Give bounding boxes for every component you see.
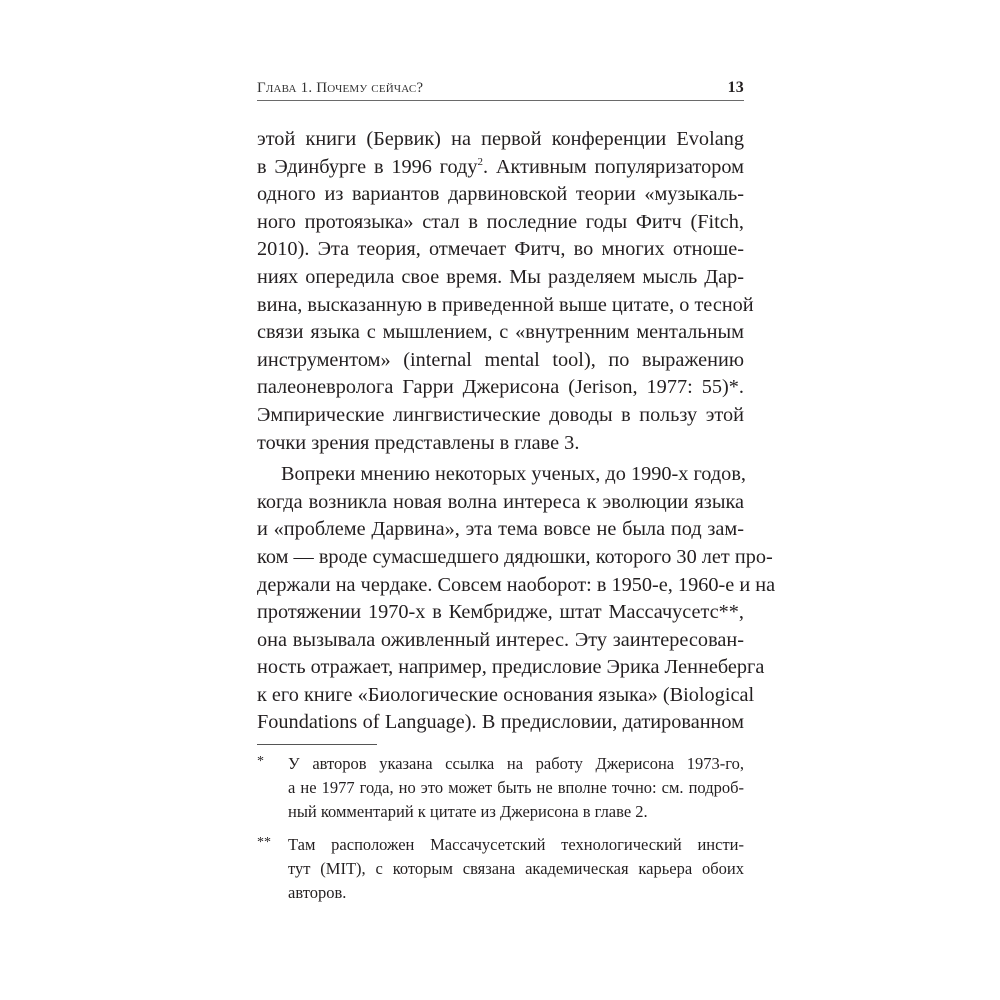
- footnote-line: У авторов указана ссылка на работу Джерисона 1973-го,: [288, 754, 744, 773]
- footnote-1: [257, 752, 744, 824]
- text-line: Foundations of Language). В предисловии, датированном: [257, 711, 744, 734]
- page-number: 13: [727, 79, 744, 96]
- text-line: палеоневролога Гарри Джерисона (Jerison, 1977: 55)*.: [257, 376, 744, 399]
- book-page: [257, 78, 776, 737]
- footnote-line: тут (MIT), с которым связана академическая карьера обоих: [288, 859, 744, 878]
- footnote-ref-2[interactable]: 2: [477, 155, 484, 168]
- footnote-line: ный комментарий к цитате из Джерисона в главе 2.: [288, 802, 648, 821]
- footnote-line: авторов.: [288, 883, 347, 902]
- footnote-line: а не 1977 года, но это может быть не вполне точно: см. подроб-: [288, 778, 744, 797]
- text-line: она вызывала оживленный интерес. Эту заинтересован-: [257, 628, 744, 651]
- running-head: [257, 78, 744, 101]
- main-text: [257, 126, 776, 737]
- paragraph-2: [257, 461, 776, 737]
- text-line: ниях опередила свое время. Мы разделяем мысль Дар-: [257, 265, 744, 288]
- text-fragment: . Активным популяризатором: [483, 155, 745, 178]
- paragraph-1: [257, 126, 754, 457]
- footnote-line: Там расположен Массачусетский технологический инсти-: [288, 835, 744, 854]
- footnote-marker: *: [257, 754, 264, 769]
- text-line: Вопреки мнению некоторых ученых, до 1990-х годов,: [281, 463, 746, 486]
- text-line: протяжении 1970-х в Кембридже, штат Массачусетс**,: [257, 601, 744, 624]
- text-fragment: в Эдинбурге в 1996 году: [257, 155, 478, 178]
- text-line: одного из вариантов дарвиновской теории «музыкаль-: [257, 183, 744, 206]
- chapter-title: Глава 1. Почему сейчас?: [257, 80, 424, 96]
- text-line: и «проблеме Дарвина», эта тема вовсе не была под зам-: [257, 518, 744, 541]
- text-line: когда возникла новая волна интереса к эволюции языка: [257, 490, 744, 513]
- text-line: [257, 154, 744, 182]
- text-line: держали на чердаке. Совсем наоборот: в 1950-е, 1960-е и на: [257, 573, 776, 596]
- footnotes: [257, 752, 744, 914]
- text-line: вина, высказанную в приведенной выше цитате, о тесной: [257, 293, 754, 316]
- text-line: точки зрения представлены в главе 3.: [257, 431, 580, 454]
- text-line: к его книге «Биологические основания языка» (Biological: [257, 683, 755, 706]
- footnote-marker: **: [257, 835, 271, 850]
- text-line: ком — вроде сумасшедшего дядюшки, которого 30 лет про-: [257, 545, 773, 568]
- text-line: ного протоязыка» стал в последние годы Фитч (Fitch,: [257, 210, 744, 233]
- text-line: инструментом» (internal mental tool), по выражению: [257, 348, 744, 371]
- text-line: ность отражает, например, предисловие Эрика Леннеберга: [257, 656, 765, 679]
- text-line: связи языка с мышлением, с «внутренним ментальным: [257, 321, 744, 344]
- text-line: этой книги (Бервик) на первой конференции Evolang: [257, 128, 744, 150]
- footnote-divider: [257, 744, 377, 745]
- footnote-2: [257, 833, 744, 905]
- text-line: Эмпирические лингвистические доводы в пользу этой: [257, 403, 744, 426]
- text-line: 2010). Эта теория, отмечает Фитч, во многих отноше-: [257, 238, 744, 261]
